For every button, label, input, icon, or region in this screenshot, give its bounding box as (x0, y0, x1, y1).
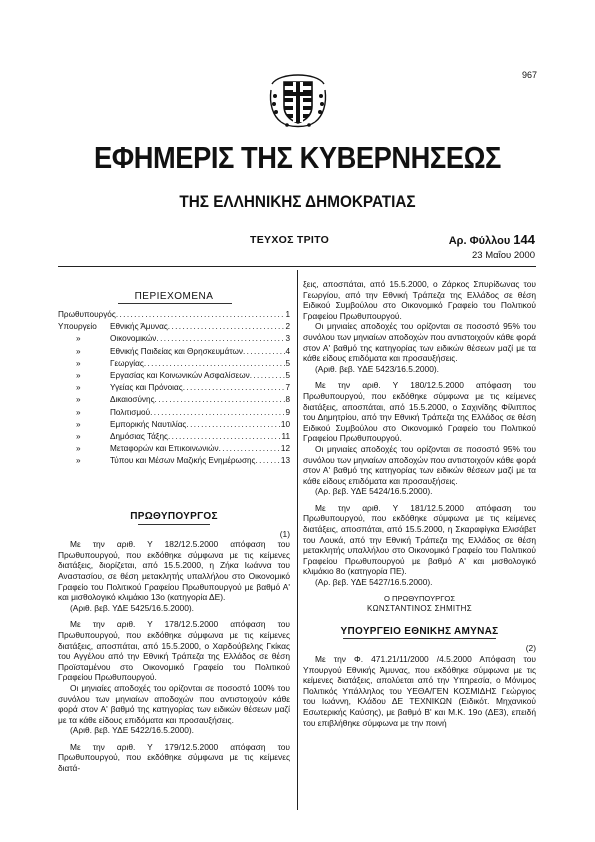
left-column-body (58, 512, 290, 774)
paragraph: Οι μηνιαίες αποδοχές του ορίζονται σε ποσοστό 95% του συνόλου των μηνιαίων αποδοχών που αντιστοιχούν κάθε φορά στον Α' βαθμό της κατηγορίας των ειδικών θέσεων μαζί με τα κάθε είδους επιδόματα και προσαυξήσεις. (303, 321, 536, 364)
signer-title: Ο ΠΡΩΘΥΠΟΥΡΓΟΣ (383, 593, 456, 603)
toc-row-leader (155, 395, 286, 404)
toc-row-prefix: » (76, 419, 81, 429)
paragraph: ξεις, αποσπάται, από 15.5.2000, ο Ζάρκος Σπυρίδωνας του Γεωργίου, από την Εθνική Τράπεζα της Ελλάδος σε θέση Ειδικού Συμβούλου στο Οικονομικό Γραφείο του Πολιτικού Γραφείου Πρωθυπουργού. (303, 279, 536, 321)
issue-label: ΤΕΥΧΟΣ ΤΡΙΤΟ (250, 234, 330, 246)
sheet-number-value: 144 (513, 232, 535, 247)
toc-row (58, 420, 290, 432)
toc-row (58, 322, 290, 334)
toc-row-label: Δημόσιας Τάξης (110, 431, 168, 441)
toc-row-page: 2 (285, 322, 290, 332)
toc-row-page: 5 (285, 370, 290, 380)
toc-row-leader (243, 347, 285, 356)
toc-row (58, 334, 290, 346)
toc-row-prefix: » (76, 431, 81, 441)
toc-row-leader (156, 334, 285, 343)
toc-row-leader (144, 359, 286, 368)
reference: (Αριθ. βεβ. ΥΔΕ 5425/16.5.2000). (70, 602, 194, 613)
toc-row-page: 12 (280, 444, 290, 454)
item-number: (1) (279, 528, 290, 539)
toc-row-prefix: » (76, 456, 81, 466)
section-heading-prime-minister: ΠΡΩΘΥΠΟΥΡΓΟΣ (130, 511, 218, 522)
toc-row-leader (168, 432, 282, 441)
toc-row-prefix: » (76, 407, 81, 417)
toc-row-page: 8 (285, 395, 290, 405)
issue-date: 23 Μαΐου 2000 (472, 250, 535, 261)
toc-row-leader (250, 371, 286, 380)
toc-row-leader (168, 322, 286, 331)
paragraph: Οι μηνιαίες αποδοχές του ορίζονται σε ποσοστό 95% του συνόλου των μηνιαίων αποδοχών που αντιστοιχούν κάθε φορά στον Α' βαθμό της κατηγορίας των ειδικών θέσεων μαζί με τα κάθε είδους επιδόματα και προσαυξήσεις. (303, 443, 536, 486)
toc-row-label: Οικονομικών (110, 334, 157, 344)
toc-row-prefix: Υπουργείο (58, 322, 97, 332)
toc-row (58, 310, 290, 322)
toc-row-label: Εθνικής Παιδείας και Θρησκευμάτων (110, 346, 243, 356)
toc-row (58, 359, 290, 371)
toc-row-page: 5 (285, 358, 290, 368)
reference: (Αριθ. βεβ. ΥΔΕ 5423/16.5.2000). (315, 363, 439, 374)
toc-row-leader (219, 444, 281, 453)
paragraph: Με την αριθ. Υ 181/12.5.2000 απόφαση του Πρωθυπουργού, που εκδόθηκε σύμφωνα με τις κείμενες διατάξεις, αποσπάται, από 15.5.2000, η Σκαραφίγκα Ελισάβετ του Λουκά, από την Εθνική Τράπεζα της Ελλάδος σε θέση μετακλητής υπαλλήλου στο Οικονομικό Γραφείο του Πολιτικού Γραφείου Πρωθυπουργού με βαθμό Α' και μισθολογικό κλιμάκιο 8ο (κατηγορία ΠΕ). (303, 502, 536, 577)
section-heading-underline (138, 524, 210, 525)
paragraph: Με την αριθ. Υ 179/12.5.2000 απόφαση του Πρωθυπουργού, που εκδόθηκε σύμφωνα με τις κείμενες διατά- (58, 741, 290, 774)
reference: (Αρ. βεβ. ΥΔΕ 5424/16.5.2000). (315, 486, 433, 497)
toc-row (58, 432, 290, 444)
item-number: (2) (525, 643, 536, 654)
toc-row-leader (186, 420, 281, 429)
toc-row-page: 1 (285, 310, 290, 319)
sheet-number-label: Αρ. Φύλλου (448, 235, 511, 247)
toc-row-page: 13 (280, 456, 290, 466)
toc-row-page: 10 (280, 419, 290, 429)
toc-row-prefix: » (76, 370, 81, 380)
toc-row (58, 383, 290, 395)
section-heading-defence: ΥΠΟΥΡΓΕΙΟ ΕΘΝΙΚΗΣ ΑΜΥΝΑΣ (340, 625, 499, 637)
toc-row (58, 371, 290, 383)
greek-coat-of-arms-icon (267, 70, 329, 130)
toc-row-prefix: » (76, 358, 81, 368)
toc-heading: ΠΕΡΙΕΧΟΜΕΝΑ (134, 291, 214, 302)
toc-row-label: Εθνικής Άμυνας (110, 322, 168, 332)
right-column-body (303, 279, 536, 728)
toc-row (58, 347, 290, 359)
toc-row-page: 4 (285, 346, 290, 356)
toc-row-leader (116, 310, 286, 319)
sheet-number (449, 232, 535, 247)
gazette-title: ΕΦΗΜΕΡΙΣ ΤΗΣ ΚΥΒΕΡΝΗΣΕΩΣ (94, 140, 501, 175)
toc-row-page: 9 (285, 407, 290, 417)
paragraph: Με την αριθ. Υ 178/12.5.2000 απόφαση του Πρωθυπουργού, που εκδόθηκε σύμφωνα με τις κείμενες διατάξεις, αποσπάται, από 15.5.2000, ο Χαρδούβελης Γκίκας του Αγγέλου από την Εθνική Τράπεζα της Ελλάδος σε θέση Προϊσταμένου στο Οικονομικό Γραφείο του Πολιτικού Γραφείου Πρωθυπουργού. (58, 619, 290, 683)
toc-row (58, 456, 290, 468)
table-of-contents (58, 310, 290, 468)
toc-row-leader (150, 408, 285, 417)
toc-row-label: Εμπορικής Ναυτιλίας (110, 419, 187, 429)
toc-row-label: Πρωθυπουργός (58, 310, 116, 319)
signer-name: ΚΩΝΣΤΑΝΤΙΝΟΣ ΣΗΜΙΤΗΣ (367, 604, 472, 614)
toc-underline (118, 303, 232, 304)
toc-row-prefix: » (76, 334, 81, 344)
reference: (Αριθ. βεβ. ΥΔΕ 5422/16.5.2000). (70, 725, 194, 736)
toc-row-label: Δικαιοσύνης (110, 395, 155, 405)
toc-row-leader (183, 383, 286, 392)
toc-row-label: Γεωργίας (110, 358, 144, 368)
header-divider (58, 266, 536, 267)
toc-row-label: Υγείας και Πρόνοιας (110, 383, 183, 393)
toc-row-leader (256, 456, 281, 465)
toc-row (58, 395, 290, 407)
paragraph: Με την αριθ. Υ 180/12.5.2000 απόφαση του Πρωθυπουργού, που εκδόθηκε σύμφωνα με τις κείμενες διατάξεις, αποσπάται, από 15.5.2000, ο Σαχινίδης Φίλιππος του Δημητρίου, από την Εθνική Τράπεζα της Ελλάδος σε θέση Ειδικού Συμβούλου στο Οικονομικό Γραφείο του Πολιτικού Γραφείου Πρωθυπουργού. (303, 380, 536, 444)
toc-row-label: Εργασίας και Κοινωνικών Ασφαλίσεων (110, 370, 250, 380)
paragraph: Με την Φ. 471.21/11/2000 /4.5.2000 Απόφαση του Υπουργού Εθνικής Άμυνας, που εκδόθηκε σύμφωνα με τις κείμενες διατάξεις, απολύεται από την Υπηρεσία, ο Μόνιμος Πολιτικός Υπάλληλος του ΥΕΘΑ/ΓΕΝ ΚΟΣΜΙΔΗΣ Γεώργιος του Ιωάννη, Κλάδου ΔΕ ΤΕΧΝΙΚΩΝ (Ειδικότ. Μηχανικού Εσωτερικής Καύσης), με βαθμό Β' και Μ.Κ. 19ο (ΔΕ3), επειδή του επιβλήθηκε σύμφωνα με την ποινή (303, 654, 536, 728)
toc-row (58, 444, 290, 456)
toc-row-page: 7 (285, 383, 290, 393)
reference: (Αρ. βεβ. ΥΔΕ 5427/16.5.2000). (315, 577, 433, 588)
toc-row-label: Πολιτισμού (110, 407, 151, 417)
toc-row-prefix: » (76, 346, 81, 356)
toc-row-page: 3 (285, 334, 290, 344)
paragraph: Οι μηνιαίες αποδοχές του ορίζονται σε ποσοστό 100% του συνόλου των μηνιαίων αποδοχών που αντιστοιχούν κάθε φορά στον Α' βαθμό της κατηγορίας των ειδικών θέσεων μαζί με τα κάθε είδους επιδόματα και προσαυξήσεις. (58, 682, 290, 725)
column-divider (297, 270, 298, 810)
toc-row-prefix: » (76, 383, 81, 393)
toc-row-page: 11 (281, 431, 290, 441)
section-heading-underline (343, 638, 496, 639)
paragraph: Με την αριθ. Υ 182/12.5.2000 απόφαση του Πρωθυπουργού, που εκδόθηκε σύμφωνα με τις κείμενες διατάξεις, διορίζεται, από 15.5.2000, η Ζήκα Ιωάννα του Αναστασίου, σε θέση μετακλητής υπαλλήλου στο Οικονομικό Γραφείο του Πολιτικού Γραφείου Πρωθυπουργού με βαθμό Α' και μισθολογικό κλιμάκιο 13ο (κατηγορία ΔΕ). (58, 539, 290, 603)
toc-row (58, 408, 290, 420)
gazette-subtitle: ΤΗΣ ΕΛΛΗΝΙΚΗΣ ΔΗΜΟΚΡΑΤΙΑΣ (179, 192, 416, 211)
toc-row-label: Τύπου και Μέσων Μαζικής Ενημέρωσης (110, 456, 256, 466)
toc-row-prefix: » (76, 444, 81, 454)
toc-row-label: Μεταφορών και Επικοινωνιών (110, 444, 219, 454)
toc-row-prefix: » (76, 395, 81, 405)
page-number: 967 (521, 70, 537, 80)
